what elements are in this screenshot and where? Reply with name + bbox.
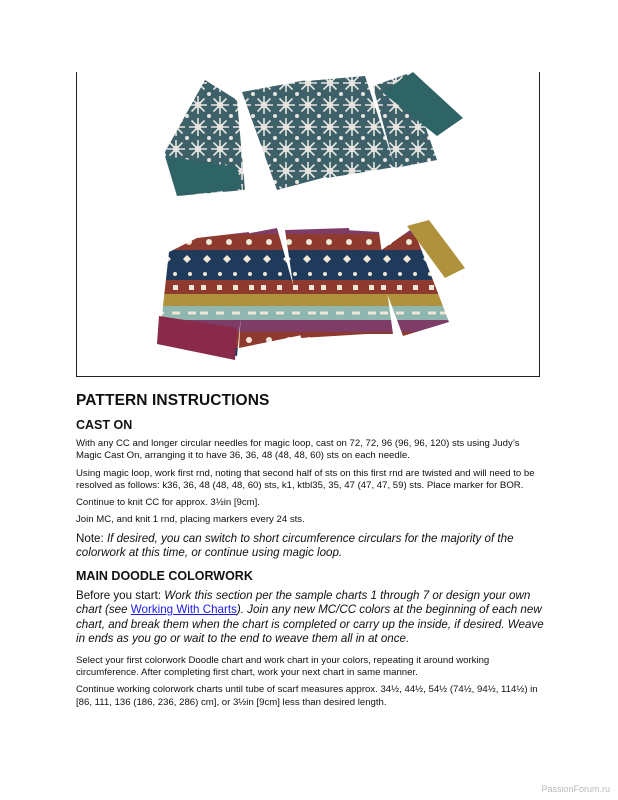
intro-text-2: ). Join any new MC/CC colors at the beginning of each new chart, and break them when the chart is completed or carry up the inside, if desired. Weave in ends as you go or wait to the end to weave them all in at once. (76, 603, 544, 646)
before-you-start (76, 589, 546, 647)
instructions (76, 392, 546, 714)
cast-on-paragraph-3: Continue to knit CC for approx. 3½in [9cm]. (76, 497, 260, 509)
main-doodle-paragraph-2: Continue working colorwork charts until tube of scarf measures approx. 34½, 44½, 54½ (74½, 94½, 114½) in [86, 111, 136 (186, 236, 286) cm], or 3½in [9cm] less than desired length. (76, 684, 538, 708)
note-text: If desired, you can switch to short circumference circulars for the majority of the colorwork at this time, or continue using magic loop. (76, 531, 514, 560)
illustration-frame (76, 72, 540, 377)
working-with-charts-link[interactable]: Working With Charts (130, 603, 237, 617)
main-doodle-paragraph-1: Select your first colorwork Doodle chart and work chart in your colors, repeating it around working circumference. After completing first chart, work your next chart in same manner. (76, 654, 490, 679)
section-title: PATTERN INSTRUCTIONS (76, 392, 270, 409)
cast-on-paragraph-4: Join MC, and knit 1 rnd, placing markers every 24 sts. (76, 514, 305, 526)
scarf-illustration (77, 72, 541, 377)
watermark: PassionForum.ru (541, 784, 610, 794)
striped-scarf (157, 220, 465, 360)
cast-on-paragraph-2: Using magic loop, work first rnd, noting that second half of sts on this first rnd are twisted and will need to be resolved as follows: k36, 36, 48 (48, 48, 60) sts, k1, ktbl35, 35, 47 (47, 47, 59) sts. Place marker for BOR. (76, 467, 535, 491)
cast-on-paragraph-1: With any CC and longer circular needles for magic loop, cast on 72, 72, 96 (96, 96, 120) sts using Judy’s Magic Cast On, arranging it to have 36, 36, 48 (48, 48, 60) sts on each needle. (76, 438, 520, 462)
main-doodle-heading: MAIN DOODLE COLORWORK (76, 568, 253, 583)
intro-label: Before you start: (76, 588, 165, 602)
intro-text-1: Work this section per the sample charts 1 through 7 or design your own chart (see (76, 588, 531, 617)
cast-on-heading: CAST ON (76, 418, 133, 432)
snowflake-scarf (165, 72, 463, 196)
note-label: Note: (76, 531, 107, 545)
cast-on-note (76, 532, 546, 561)
